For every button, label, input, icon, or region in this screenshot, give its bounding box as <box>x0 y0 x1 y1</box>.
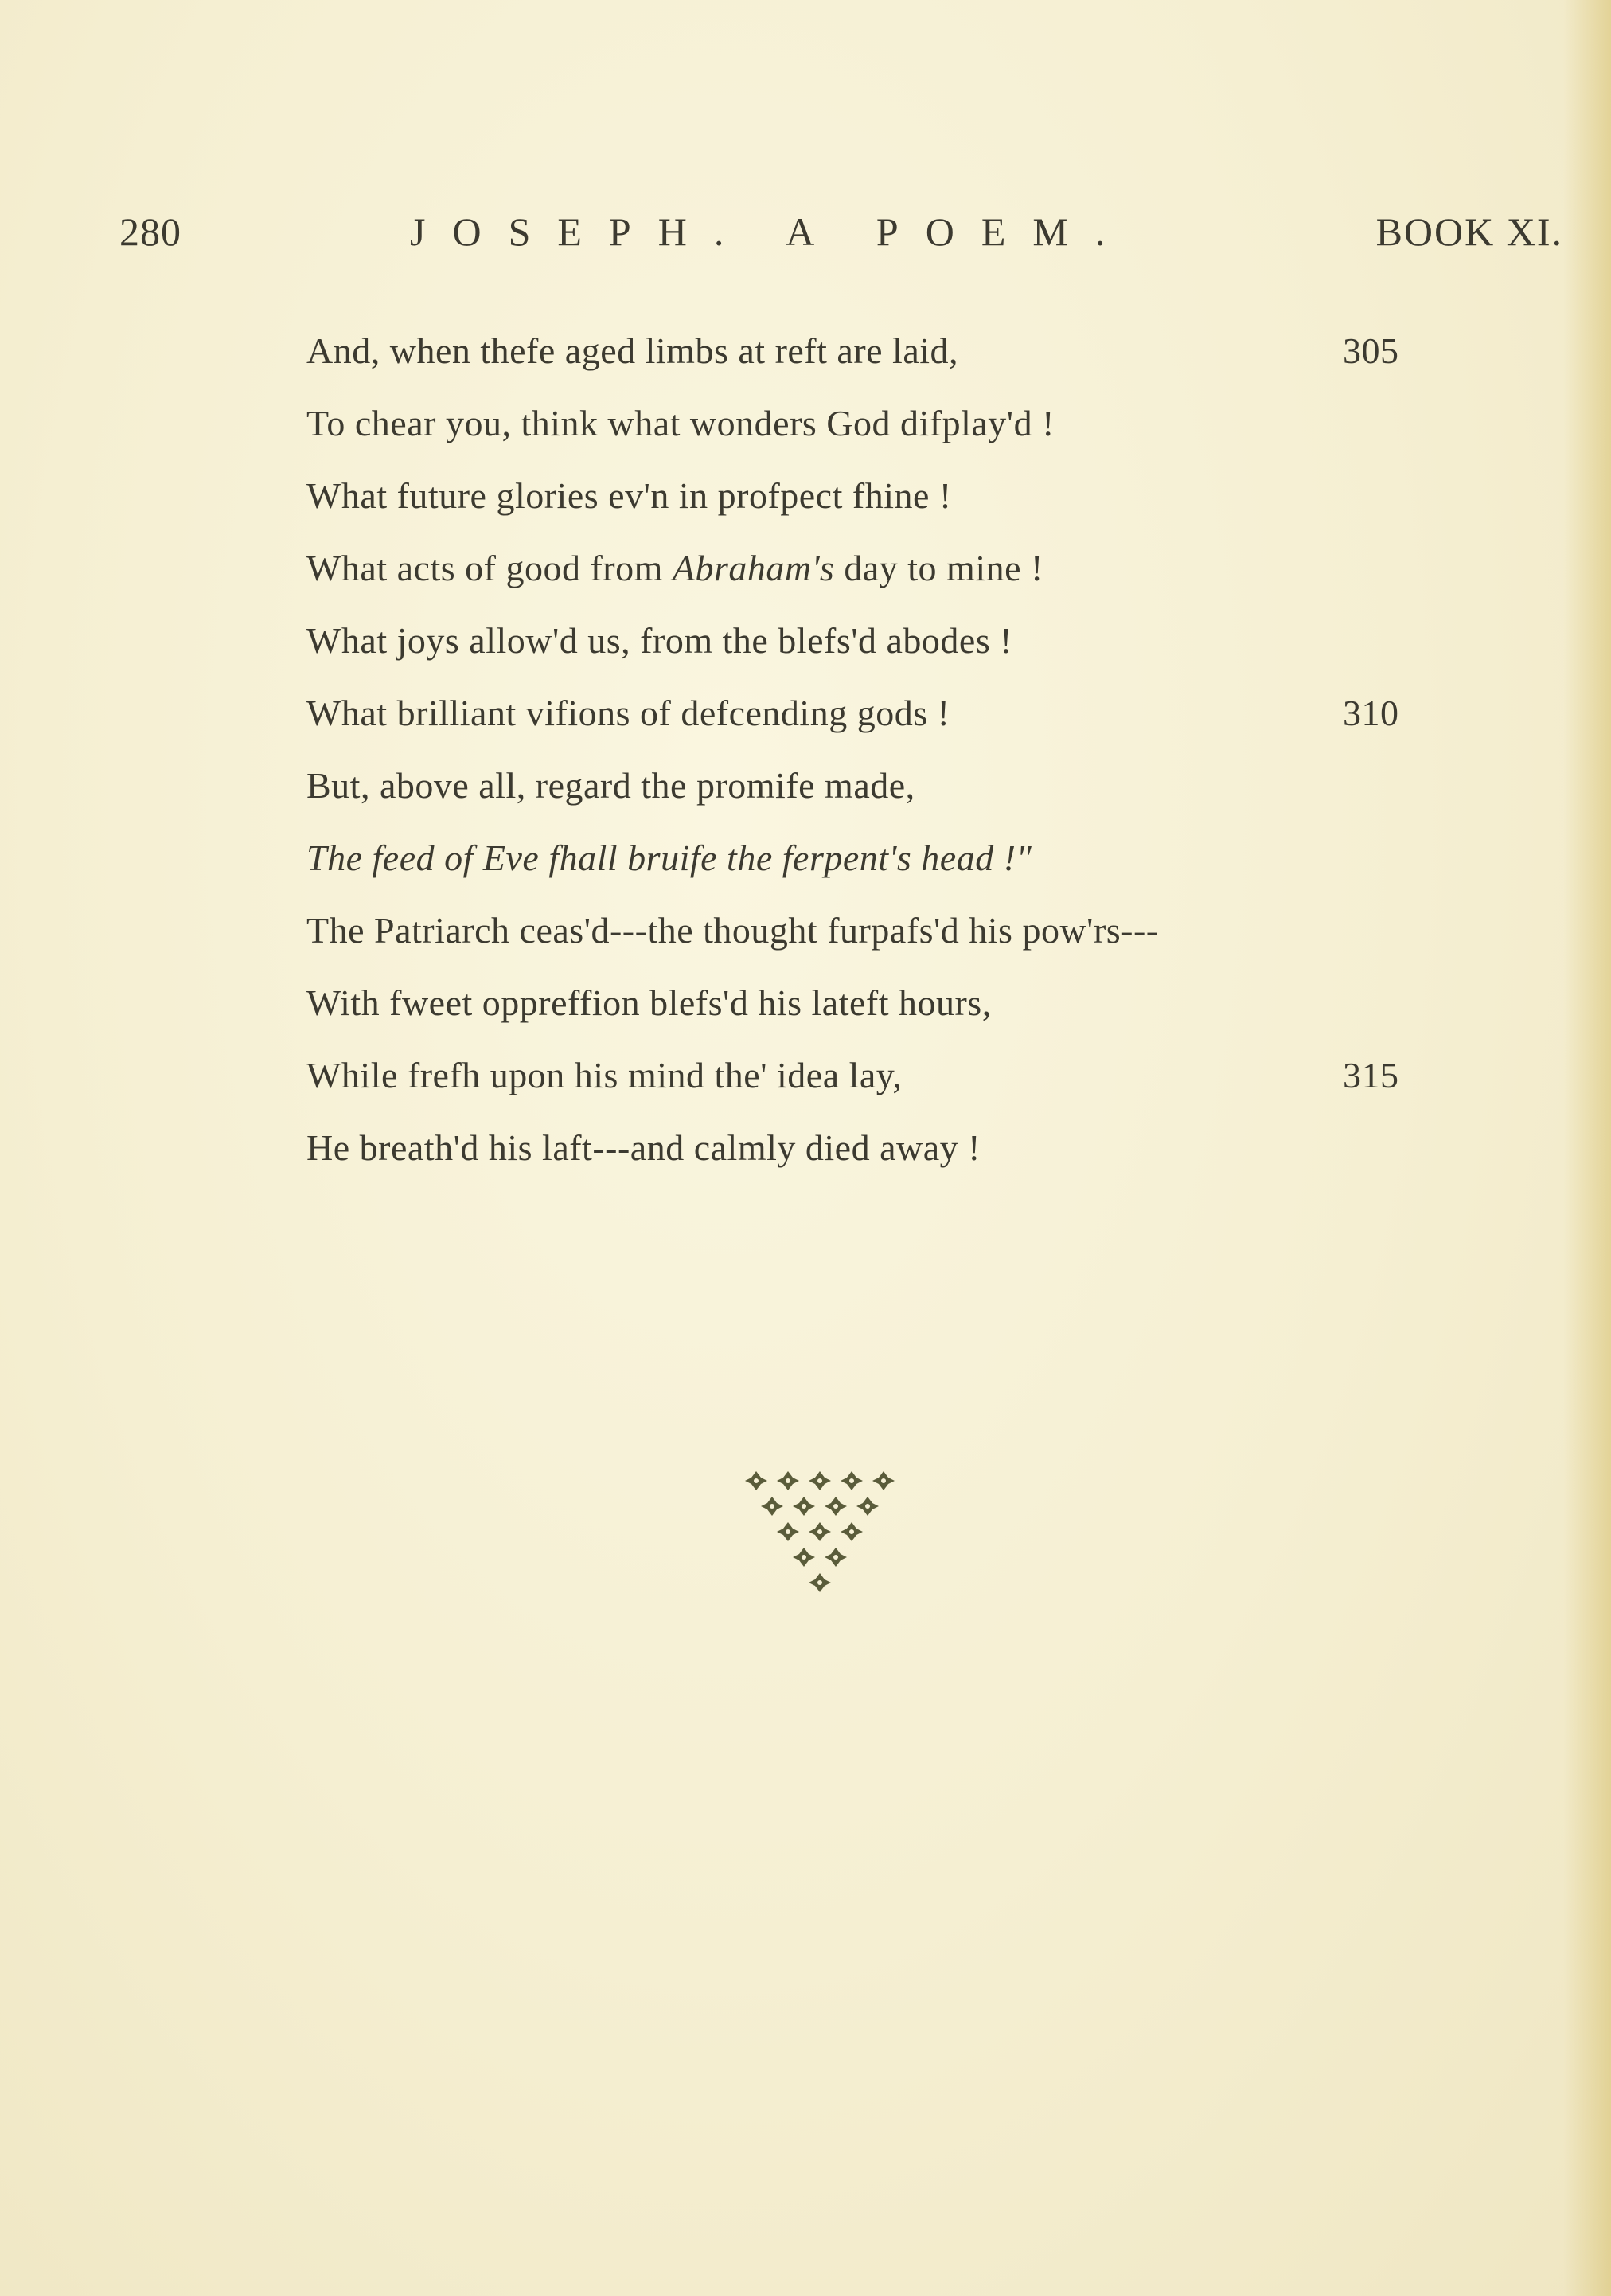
poem-line: With fweet oppreffion blefs'd his lateft hours, <box>306 982 992 1023</box>
poem-body <box>306 314 1421 1184</box>
poem-line: The Patriarch ceas'd---the thought furpafs'd his pow'rs--- <box>306 910 1159 951</box>
line-number: 305 <box>1343 330 1399 371</box>
line-number: 310 <box>1343 693 1399 733</box>
poem-line: The feed of Eve fhall bruife the ferpent's head !" <box>306 838 1032 878</box>
poem-line: What joys allow'd us, from the blefs'd abodes ! <box>306 620 1013 661</box>
running-header <box>0 209 1611 272</box>
poem-line: But, above all, regard the promife made, <box>306 765 915 806</box>
page-edge-shadow <box>1563 0 1611 2296</box>
poem-line: And, when thefe aged limbs at reft are laid, 305 <box>306 314 1421 387</box>
poem-line: While frefh upon his mind the' idea lay, 315 <box>306 1039 1421 1111</box>
line-number: 315 <box>1343 1055 1399 1095</box>
fleuron-triangle-icon <box>700 1457 939 1616</box>
poem-line: To chear you, think what wonders God difplay'd ! <box>306 403 1055 443</box>
poem-line: He breath'd his laft---and calmly died away ! <box>306 1127 981 1168</box>
poem-line: What acts of good from Abraham's day to mine ! <box>306 548 1043 588</box>
page-number: 280 <box>119 209 181 254</box>
poem-line: What brilliant vifions of defcending gods ! 310 <box>306 677 1421 749</box>
poem-line: What future glories ev'n in profpect fhine ! <box>306 475 952 516</box>
running-title: JOSEPH. A POEM. <box>410 209 1133 254</box>
book-label: BOOK XI. <box>1375 209 1563 254</box>
